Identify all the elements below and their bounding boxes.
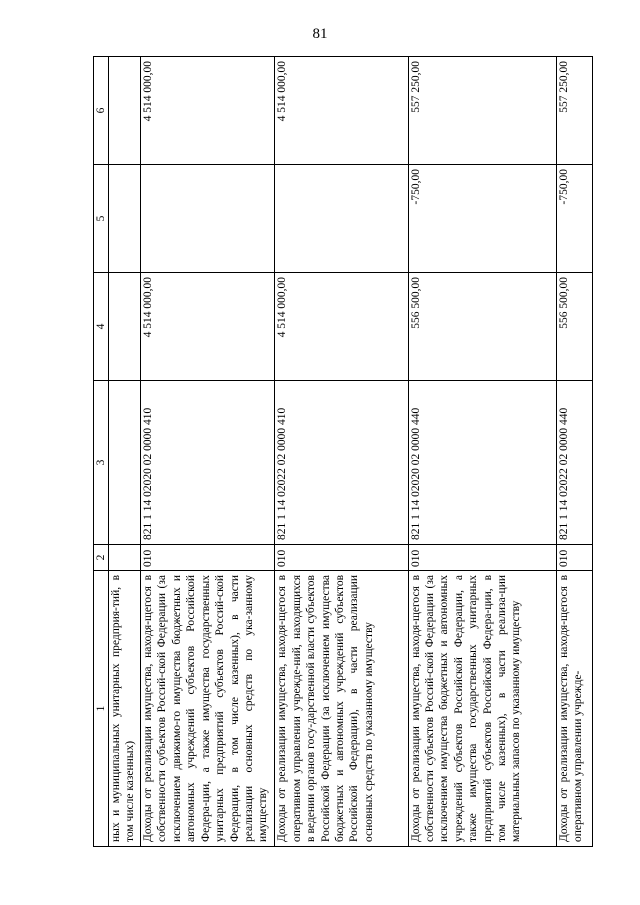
table-row — [141, 57, 275, 847]
table-row — [109, 57, 141, 847]
row-kbk-cell: 821 1 14 02022 02 0000 410 — [275, 381, 408, 545]
row-col6-cell: 557 250,00 — [556, 57, 592, 165]
row-col4-cell: 4 514 000,00 — [275, 273, 408, 381]
header-col-6: 6 — [94, 57, 109, 165]
header-col-4: 4 — [94, 273, 109, 381]
row-kbk-cell: 821 1 14 02022 02 0000 440 — [556, 381, 592, 545]
row-col6-cell — [109, 57, 141, 165]
row-col5-cell — [109, 165, 141, 273]
revenue-table — [93, 56, 593, 847]
row-col5-cell: -750,00 — [556, 165, 592, 273]
rotated-table-wrapper — [93, 57, 593, 847]
table-row — [408, 57, 556, 847]
row-col6-cell: 4 514 000,00 — [275, 57, 408, 165]
row-col4-cell — [109, 273, 141, 381]
row-kbk-cell: 821 1 14 02020 02 0000 440 — [408, 381, 556, 545]
header-col-3: 3 — [94, 381, 109, 545]
row-code-cell: 010 — [141, 545, 275, 571]
row-code-cell: 010 — [408, 545, 556, 571]
header-col-5: 5 — [94, 165, 109, 273]
page-number: 81 — [312, 26, 328, 42]
header-col-2: 2 — [94, 545, 109, 571]
row-name-cell: Доходы от реализации имущества, находя-щегося в собственности субъектов Россий-ской Федерации (за исключением имущества бюджетных и автономных учреждений субъектов Российской Федерации, а также имущества государственных унитарных предприятий субъектов Российской Федера-ции, в том числе казенных), в части реализа-ции материальных запасов по указанному имуществу — [408, 571, 556, 847]
row-code-cell — [109, 545, 141, 571]
row-kbk-cell — [109, 381, 141, 545]
row-col6-cell: 4 514 000,00 — [141, 57, 275, 165]
row-name-cell: Доходы от реализации имущества, находя-щегося в оперативном управлении учрежде- — [556, 571, 592, 847]
row-col5-cell — [275, 165, 408, 273]
row-kbk-cell: 821 1 14 02020 02 0000 410 — [141, 381, 275, 545]
header-col-1: 1 — [94, 571, 109, 847]
row-name-cell: Доходы от реализации имущества, находя-щегося в собственности субъектов Россий-ской Федерации (за исключением движимо-го имущества бюджетных и автономных учреждений субъектов Российской Федера-ции, а также имущества государственных унитарных предприятий субъектов Россий-ской Федерации, в том числе казенных), в части реализации основных средств по ука-занному имуществу — [141, 571, 275, 847]
table-row — [556, 57, 592, 847]
row-name-cell: Доходы от реализации имущества, находя-щегося в оперативном управлении учрежде-ний, находящихся в ведении органов госу-дарственной власти субъектов Российской Федерации (за исключением имущества бюджетных и автономных учреждений субъектов Российской Федерации), в части реализации основных средств по указанному имуществу — [275, 571, 408, 847]
table-header-row — [94, 57, 109, 847]
row-code-cell: 010 — [275, 545, 408, 571]
row-code-cell: 010 — [556, 545, 592, 571]
row-col5-cell — [141, 165, 275, 273]
row-col4-cell: 4 514 000,00 — [141, 273, 275, 381]
row-col6-cell: 557 250,00 — [408, 57, 556, 165]
table-row — [275, 57, 408, 847]
row-col4-cell: 556 500,00 — [556, 273, 592, 381]
row-col4-cell: 556 500,00 — [408, 273, 556, 381]
row-name-cell: ных и муниципальных унитарных предприя-тий, в том числе казенных) — [109, 571, 141, 847]
row-col5-cell: -750,00 — [408, 165, 556, 273]
